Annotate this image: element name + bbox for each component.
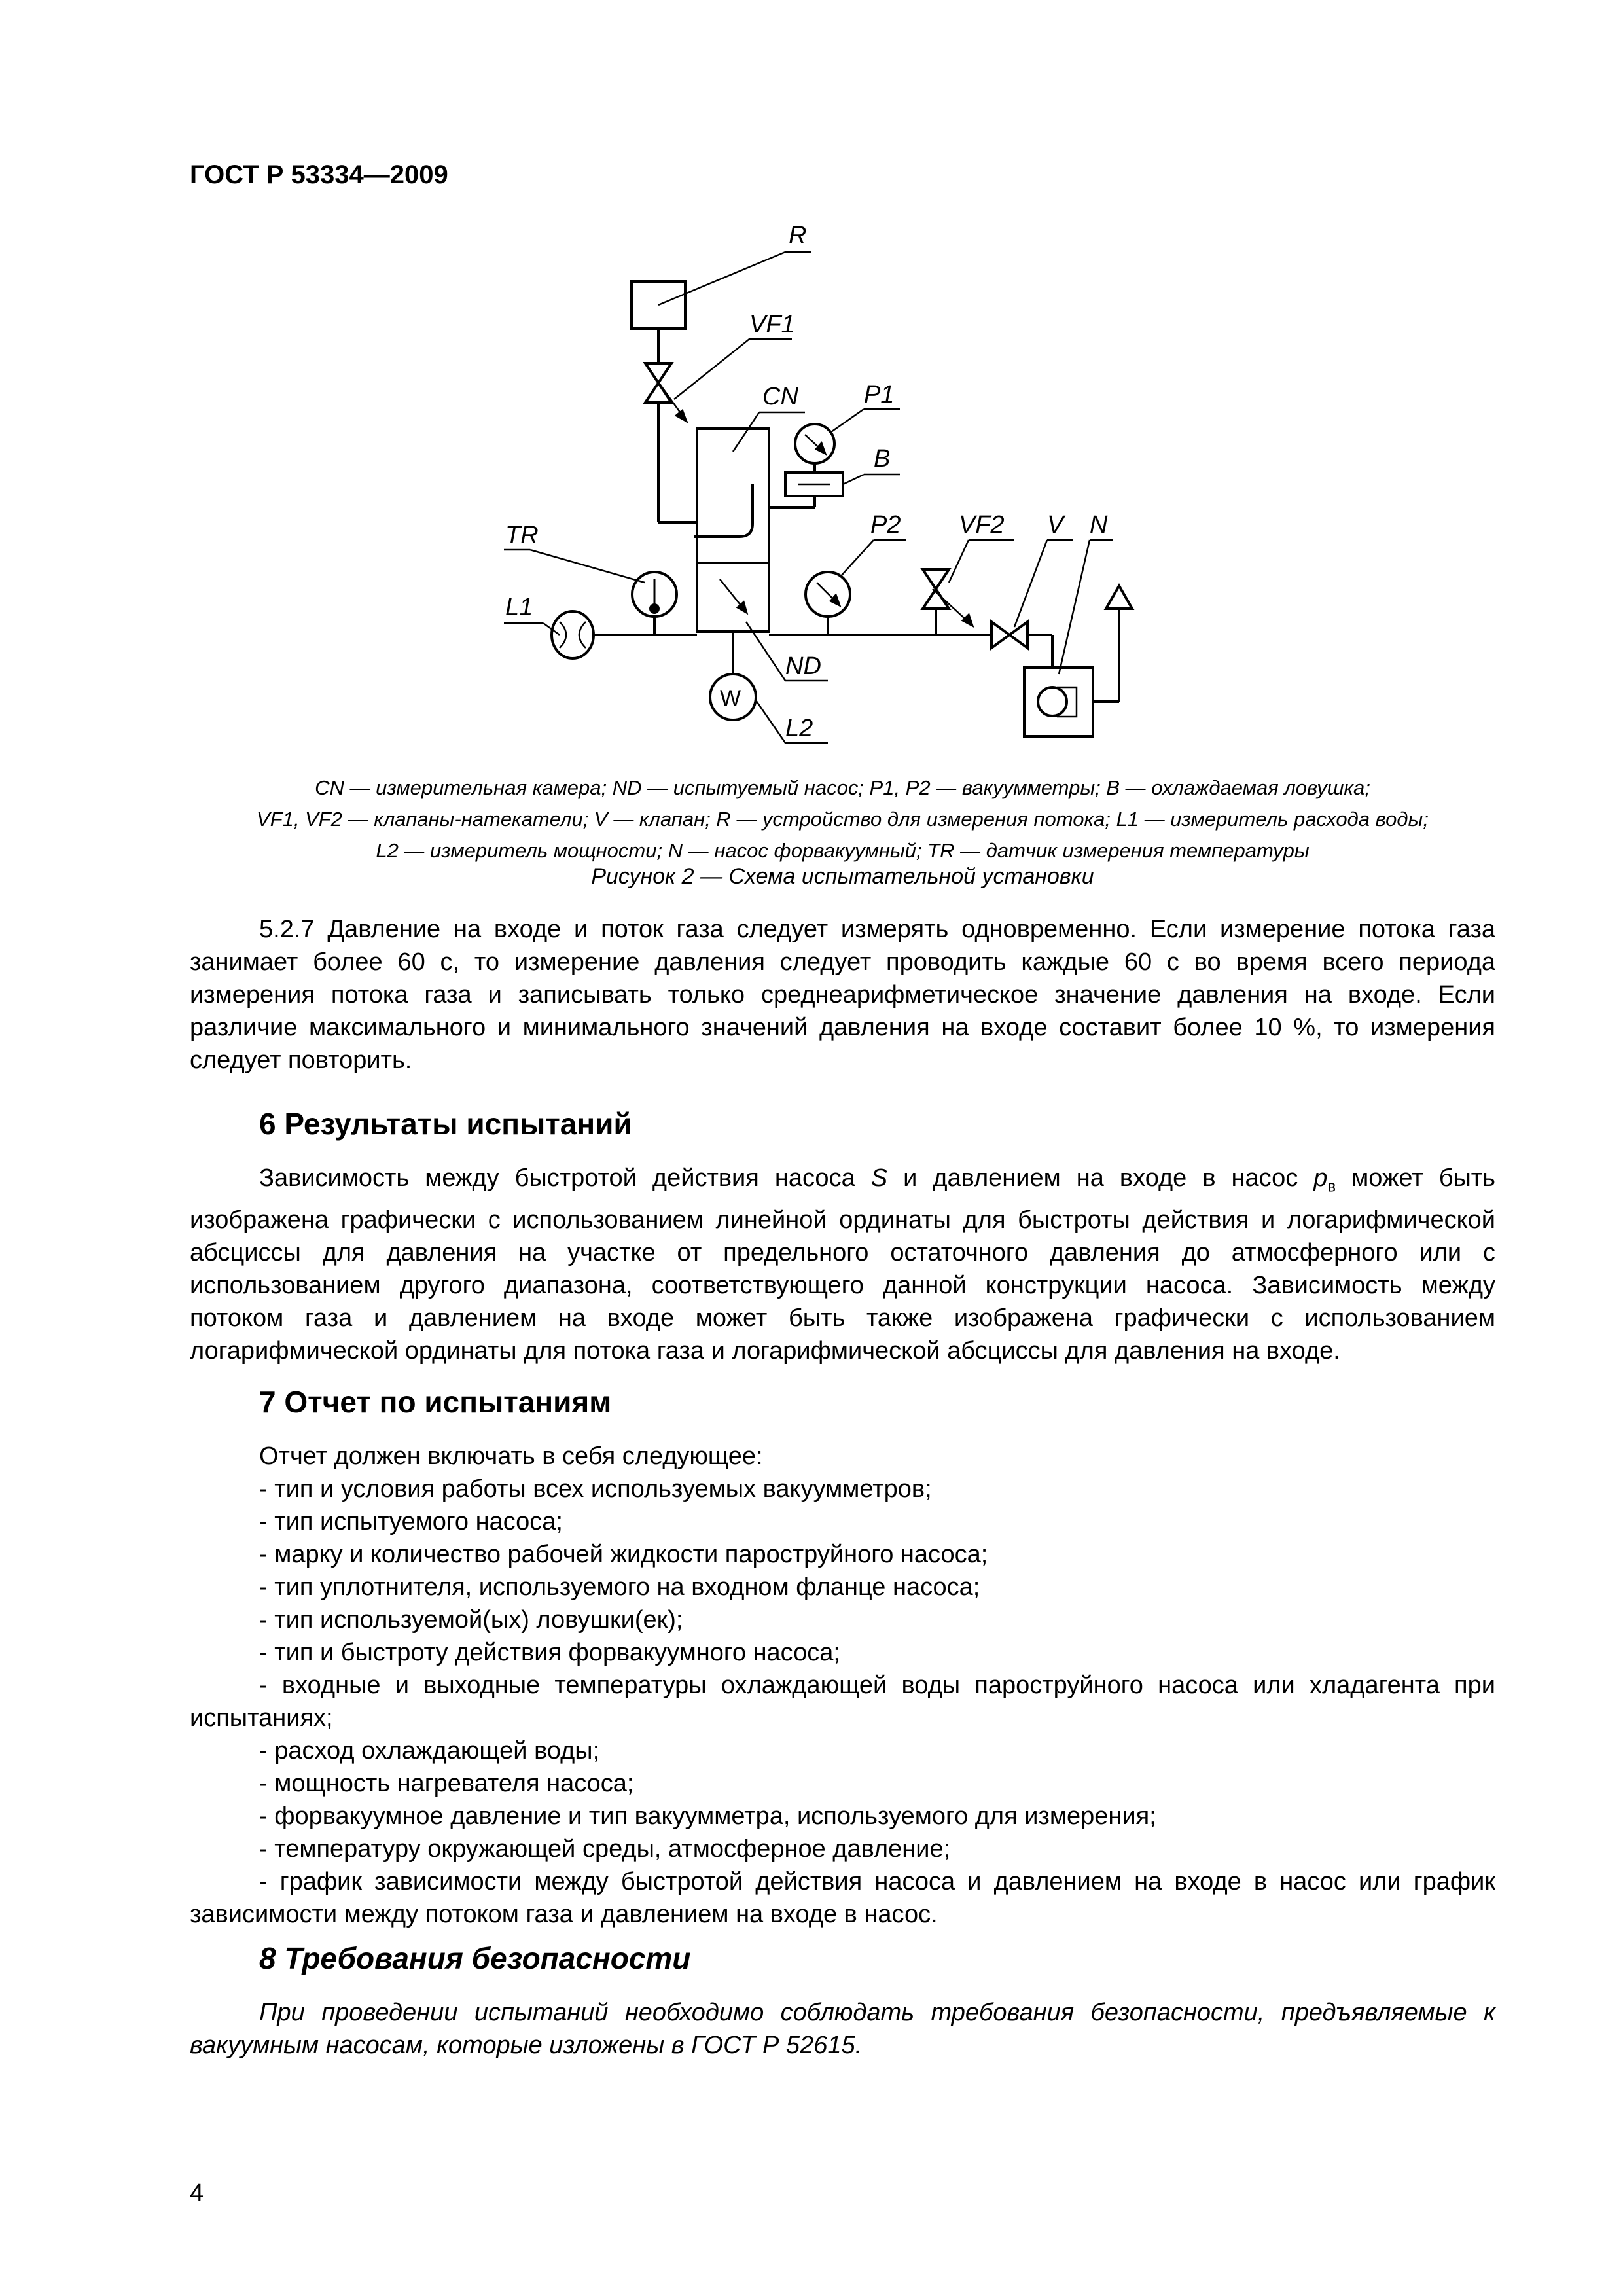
label-tr: TR xyxy=(505,522,539,549)
legend-line: CN — измерительная камера; ND — испытуемый насос; P1, P2 — вакуумметры; B — охлаждаемая ловушка; xyxy=(315,776,1370,799)
list-item: - температуру окружающей среды, атмосферное давление; xyxy=(259,1835,951,1863)
water-flow-meter-l1 xyxy=(552,611,594,658)
page-number: 4 xyxy=(190,2179,204,2207)
label-l2: L2 xyxy=(785,715,813,742)
label-w: W xyxy=(720,686,741,711)
symbol-sub: в xyxy=(1327,1177,1336,1196)
test-setup-diagram xyxy=(497,216,1243,759)
section-6-heading: 6 Результаты испытаний xyxy=(259,1107,632,1141)
list-item: - тип и быстроту действия форвакуумного насоса; xyxy=(259,1639,840,1666)
label-b: B xyxy=(874,445,891,473)
list-item: - входные и выходные температуры охлаждающей воды пароструйного насоса или хладагента при испытаниях; xyxy=(190,1672,1495,1732)
label-p1: P1 xyxy=(864,381,895,408)
report-list xyxy=(190,1440,1495,1931)
section-7-heading: 7 Отчет по испытаниям xyxy=(259,1385,612,1419)
list-item: - форвакуумное давление и тип вакуумметра, используемого для измерения; xyxy=(259,1803,1156,1830)
section-6-text xyxy=(190,1162,1495,1367)
symbol-p: p xyxy=(1313,1164,1328,1192)
section-6-text-part: и давлением на входе в насос xyxy=(887,1164,1314,1192)
section-8-heading: 8 Требования безопасности xyxy=(259,1941,691,1975)
label-v: V xyxy=(1047,511,1064,539)
label-nd: ND xyxy=(785,653,821,680)
label-vf1: VF1 xyxy=(749,311,795,338)
label-cn: CN xyxy=(762,383,798,410)
figure-legend xyxy=(190,772,1495,867)
label-vf2: VF2 xyxy=(959,511,1005,539)
paragraph-text: При проведении испытаний необходимо соблюдать требования безопасности, предъявляемые к вакуумным насосам, которые изложены в ГОСТ Р 52615. xyxy=(190,1999,1495,2059)
tested-pump-nd xyxy=(697,563,769,632)
list-item: - марку и количество рабочей жидкости пароструйного насоса; xyxy=(259,1541,988,1568)
section-6-text-part: Зависимость между быстротой действия насоса xyxy=(259,1164,871,1192)
paragraph-text: 5.2.7 Давление на входе и поток газа следует измерять одновременно. Если измерение потока газа занимает более 60 с, то измерение давления следует проводить каждые 60 с во время всего периода измерения потока газа и записывать только среднеарифметическое значение давления на входе. Если различие максимального и минимального значений давления на входе составит более 10 %, то измерения следует повторить. xyxy=(190,916,1495,1074)
list-item: - тип используемой(ых) ловушки(ек); xyxy=(259,1606,683,1634)
list-item: - расход охлаждающей воды; xyxy=(259,1737,600,1765)
symbol-s: S xyxy=(870,1164,888,1192)
paragraph-5-2-7 xyxy=(190,913,1495,1077)
list-item: - тип испытуемого насоса; xyxy=(259,1508,563,1535)
measuring-chamber-cn xyxy=(697,429,769,563)
figure-caption: Рисунок 2 — Схема испытательной установки xyxy=(591,864,1094,889)
label-n: N xyxy=(1090,511,1108,539)
list-item: - график зависимости между быстротой действия насоса и давлением на входе в насос или график зависимости между потоком газа и давлением на входе в насос. xyxy=(190,1868,1495,1928)
section-8-text xyxy=(190,1996,1495,2062)
list-item: - тип уплотнителя, используемого на входном фланце насоса; xyxy=(259,1573,980,1601)
label-p2: P2 xyxy=(870,511,901,539)
document-header: ГОСТ Р 53334—2009 xyxy=(190,160,448,189)
list-intro: Отчет должен включать в себя следующее: xyxy=(259,1443,763,1470)
list-item: - мощность нагревателя насоса; xyxy=(259,1770,634,1797)
legend-line: L2 — измеритель мощности; N — насос форвакуумный; TR — датчик измерения температуры xyxy=(376,839,1310,862)
section-6-text-part: может быть изображена графически с использованием линейной ординаты для быстроты действия и логарифмической абсциссы для давления на участке от предельного остаточного давления до атмосферного или с использованием другого диапазона, соответствующего данной конструкции насоса. Зависимость между потоком газа и давлением на входе может быть также изображена графически с использованием логарифмической ординаты для потока газа и логарифмической абсциссы для давления на входе. xyxy=(190,1164,1495,1365)
label-l1: L1 xyxy=(505,594,533,621)
legend-line: VF1, VF2 — клапаны-натекатели; V — клапан; R — устройство для измерения потока; L1 — измеритель расхода воды; xyxy=(257,808,1429,831)
list-item: - тип и условия работы всех используемых вакуумметров; xyxy=(259,1475,932,1503)
label-r: R xyxy=(789,222,807,249)
